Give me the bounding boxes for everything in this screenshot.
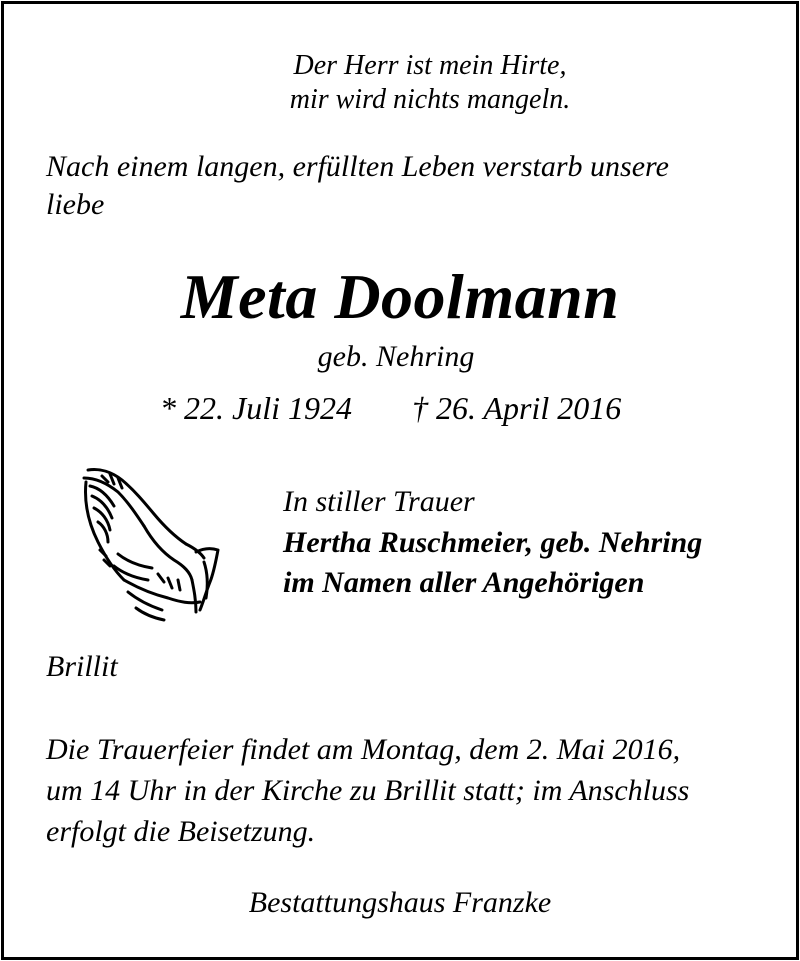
birth-name: geb. Nehring — [317, 340, 475, 373]
death-date: † 26. April 2016 — [412, 390, 622, 426]
verse-line-1: Der Herr ist mein Hirte, — [293, 50, 567, 81]
service-line-1: Die Trauerfeier findet am Montag, dem 2. Mai 2016, — [46, 733, 681, 766]
intro-line-1: Nach einem langen, erfüllten Leben verstarb unsere — [46, 150, 669, 183]
service-line-2: um 14 Uhr in der Kirche zu Brillit statt; im Anschluss — [46, 774, 690, 807]
place-name: Brillit — [46, 650, 118, 683]
service-line-3: erfolgt die Beisetzung. — [46, 815, 316, 848]
mourner-name: Hertha Ruschmeier, geb. Nehring — [283, 526, 703, 559]
deceased-name: Meta Doolmann — [180, 261, 620, 332]
praying-hands-icon — [78, 462, 228, 622]
intro-line-2: liebe — [46, 188, 105, 221]
mourning-line: In stiller Trauer — [283, 485, 475, 518]
mourner-relatives: im Namen aller Angehörigen — [283, 566, 645, 599]
undertaker-name: Bestattungshaus Franzke — [248, 886, 552, 919]
birth-date: * 22. Juli 1924 — [160, 390, 352, 426]
verse-line-2: mir wird nichts mangeln. — [289, 84, 571, 115]
